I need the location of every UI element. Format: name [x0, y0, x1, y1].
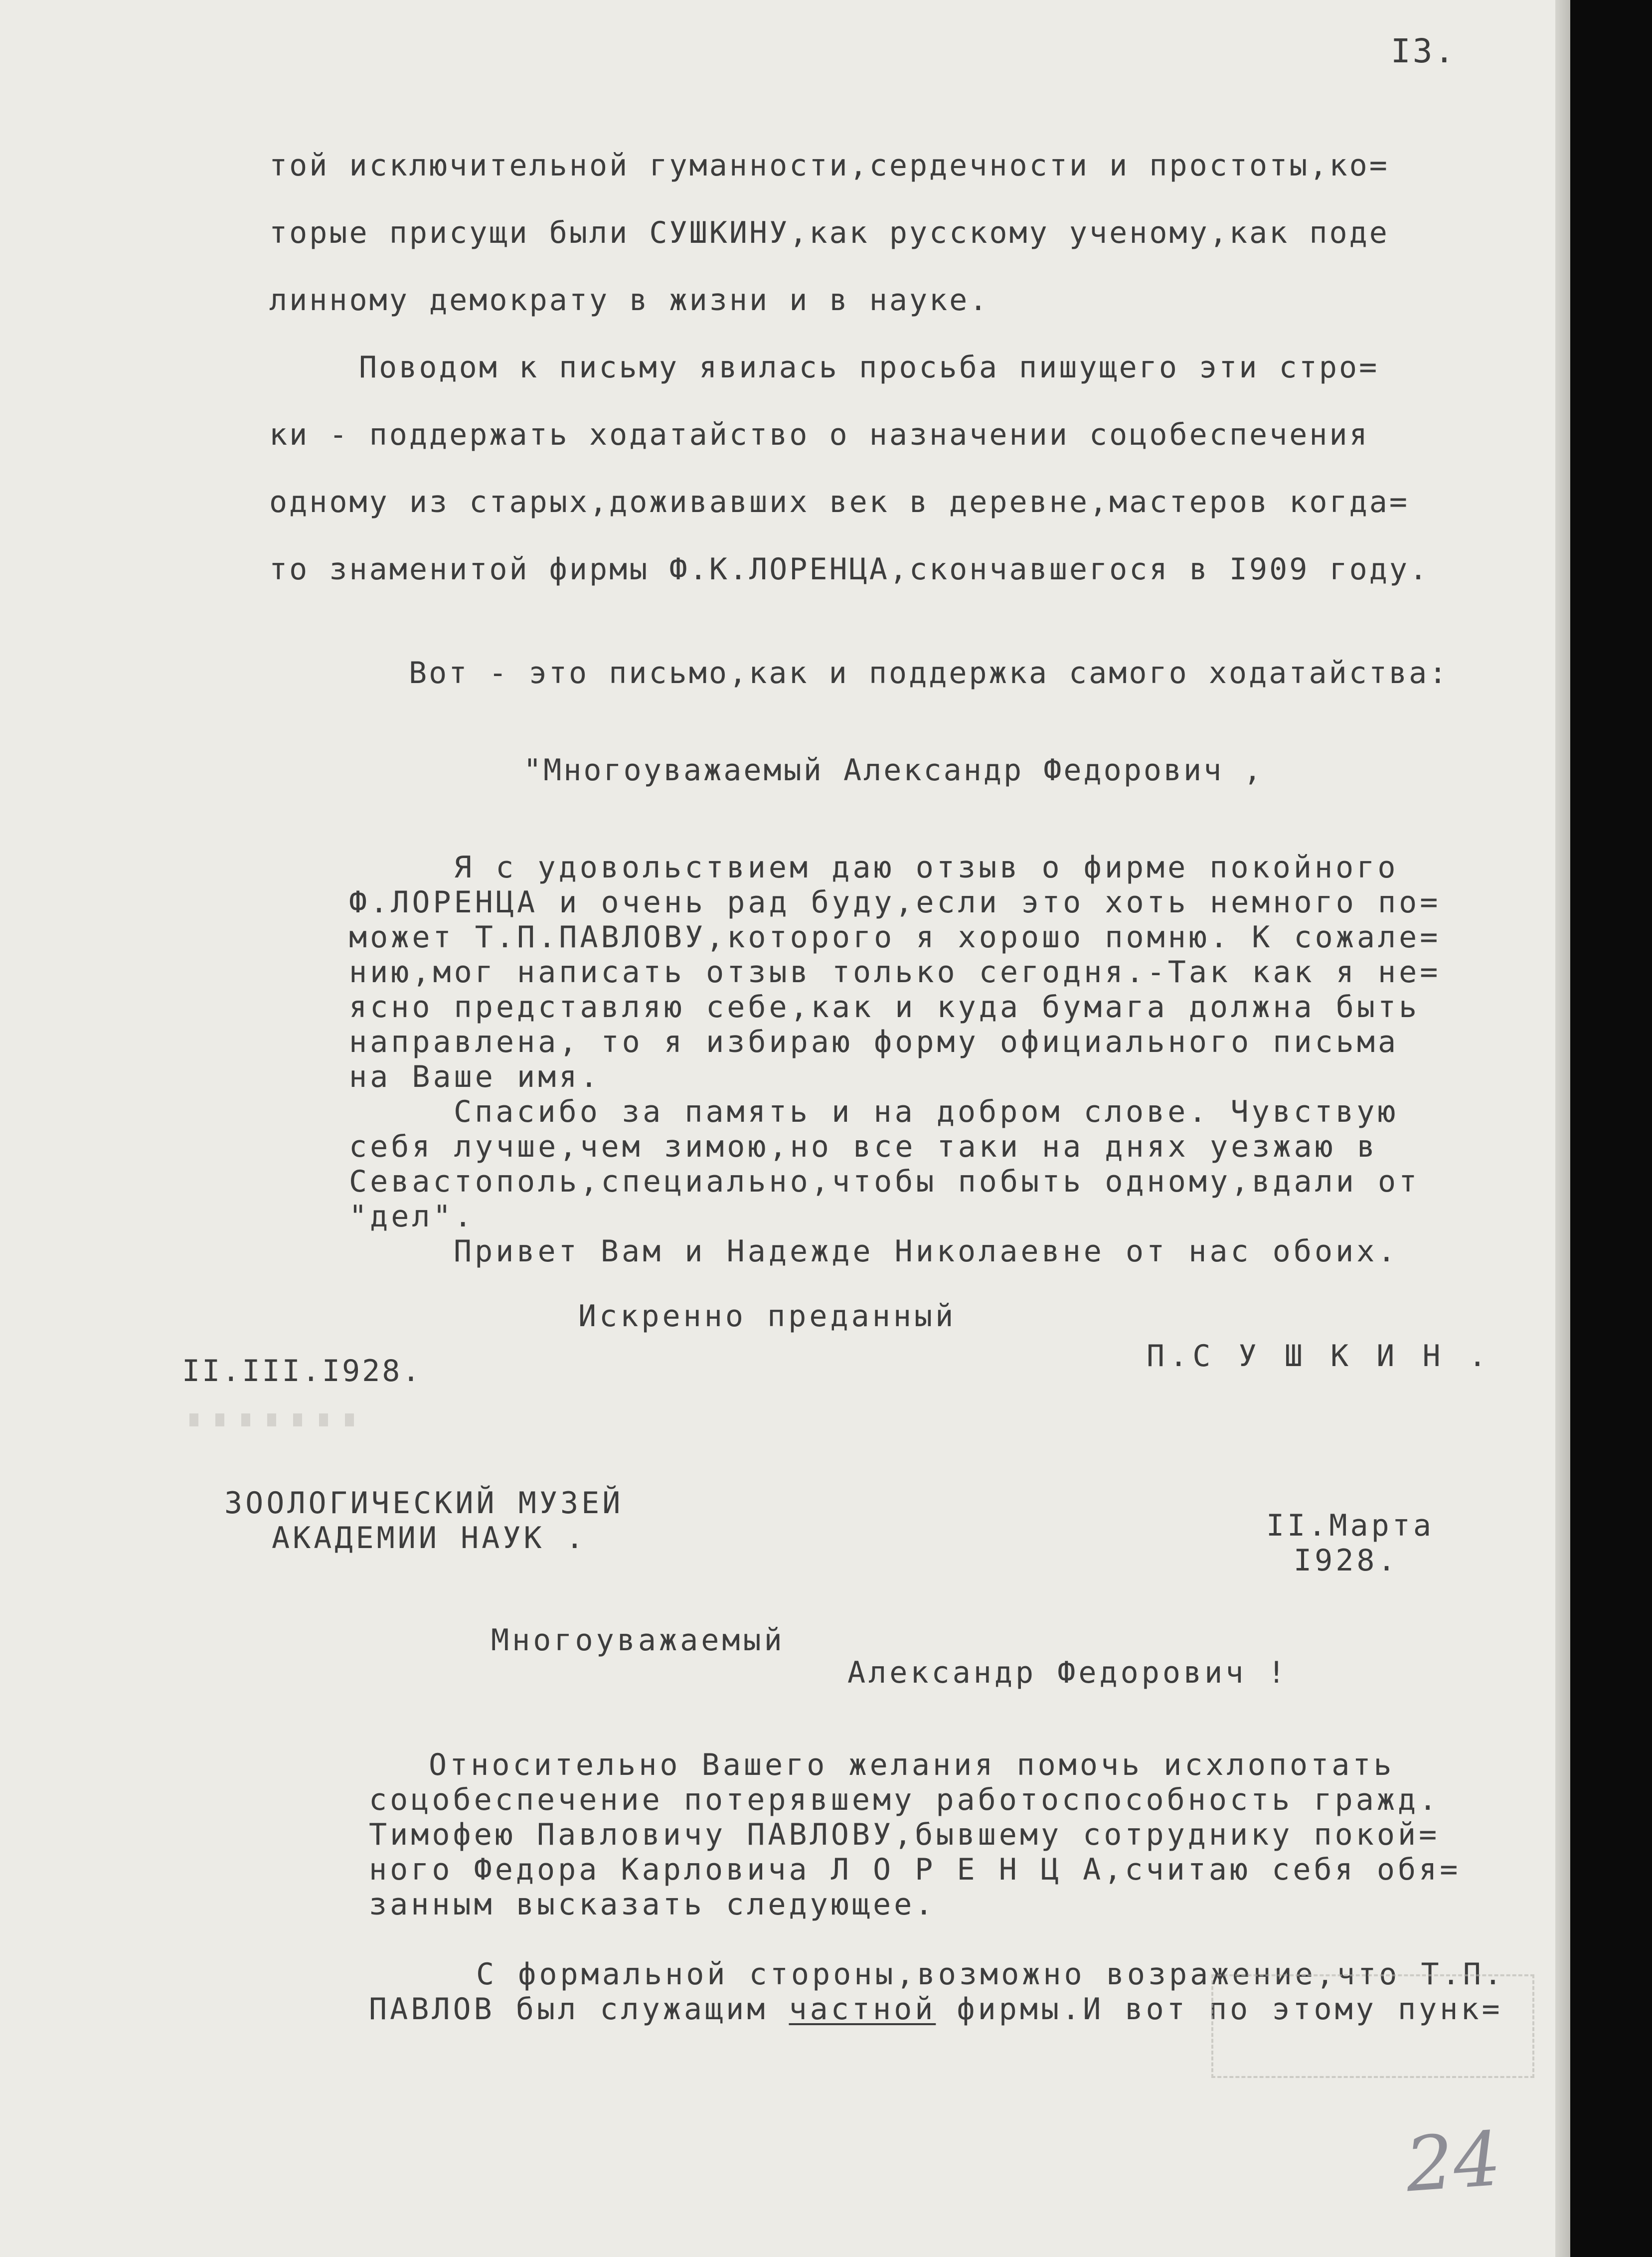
- letter1-line: Привет Вам и Надежде Николаевне от нас обоих.: [454, 1234, 1399, 1269]
- intro-line: то знаменитой фирмы Ф.К.ЛОРЕНЦА,скончавшегося в I909 году.: [269, 552, 1430, 587]
- faded-stamp: [1211, 1974, 1534, 2078]
- letter2-org-name: АКАДЕМИИ НАУК .: [272, 1521, 587, 1556]
- intro-line: Поводом к письму явилась просьба пишущего эти стро=: [359, 350, 1379, 385]
- page-number: I3.: [1391, 32, 1457, 70]
- intro-line: той исключительной гуманности,сердечности и простоты,ко=: [269, 148, 1389, 183]
- letter2-line: ного Федора Карловича Л О Р Е Н Ц А,считаю себя обя=: [369, 1852, 1461, 1887]
- intro-line: торые присущи были СУШКИНУ,как русскому ученому,как поде: [269, 215, 1389, 250]
- letter1-line: Севастополь,специально,чтобы побыть одному,вдали от: [349, 1164, 1420, 1199]
- intro-line: ки - поддержать ходатайство о назначении соцобеспечения: [269, 417, 1369, 452]
- letter1-line: Спасибо за память и на добром слове. Чувствую: [454, 1094, 1399, 1129]
- letter1-line: "дел".: [349, 1199, 475, 1234]
- intro-line: Вот - это письмо,как и поддержка самого ходатайства:: [409, 656, 1449, 691]
- underlined-word: частной: [789, 1992, 936, 2027]
- letter1-line: нию,мог написать отзыв только сегодня.-Так как я не=: [349, 955, 1441, 990]
- letter2-date: II.Марта: [1266, 1508, 1434, 1543]
- letter2-text: ПАВЛОВ был служащим: [369, 1992, 789, 2027]
- letter1-line: на Ваше имя.: [349, 1059, 601, 1094]
- letter1-line: может Т.П.ПАВЛОВУ,которого я хорошо помню. К сожале=: [349, 920, 1441, 955]
- letter1-line: себя лучше,чем зимою,но все таки на днях уезжаю в: [349, 1129, 1378, 1164]
- handwritten-folio-number: 24: [1403, 2115, 1504, 2209]
- letter1-salutation: "Многоуважаемый Александр Федорович ,: [523, 753, 1264, 788]
- letter1-date: II.III.I928.: [182, 1354, 422, 1389]
- letter2-org-name: ЗООЛОГИЧЕСКИЙ МУЗЕЙ: [224, 1486, 624, 1521]
- letter2-line: Тимофею Павловичу ПАВЛОВУ,бывшему сотруднику покой=: [369, 1817, 1440, 1852]
- letter1-line: Я с удовольствием даю отзыв о фирме покойного: [454, 850, 1399, 885]
- letter2-date: I928.: [1294, 1543, 1399, 1578]
- letter1-line: ясно представляю себе,как и куда бумага должна быть: [349, 990, 1420, 1025]
- letter2-text: фирмы.И вот по этому пунк=: [936, 1992, 1503, 2027]
- letter2-line: соцобеспечение потерявшему работоспособность гражд.: [369, 1782, 1440, 1817]
- letter1-closing: Искренно преданный: [578, 1299, 957, 1334]
- letter1-line: Ф.ЛОРЕНЦА и очень рад буду,если это хоть немного по=: [349, 885, 1441, 920]
- letter2-salutation: Многоуважаемый: [491, 1623, 785, 1658]
- letter2-line: занным высказать следующее.: [369, 1887, 936, 1922]
- intro-line: линному демократу в жизни и в науке.: [269, 283, 990, 318]
- letter1-signature: П.С У Ш К И Н .: [1147, 1339, 1491, 1374]
- ink-smudge: [189, 1413, 369, 1426]
- letter2-line: С формальной стороны,возможно возражение,что Т.П.: [476, 1957, 1505, 1992]
- letter2-line: Относительно Вашего желания помочь исхлопотать: [429, 1747, 1395, 1782]
- letter2-salutation: Александр Федорович !: [847, 1655, 1289, 1690]
- page-edge: [1555, 0, 1570, 2257]
- letter1-line: направлена, то я избираю форму официального письма: [349, 1025, 1399, 1059]
- intro-line: одному из старых,доживавших век в деревне,мастеров когда=: [269, 485, 1410, 520]
